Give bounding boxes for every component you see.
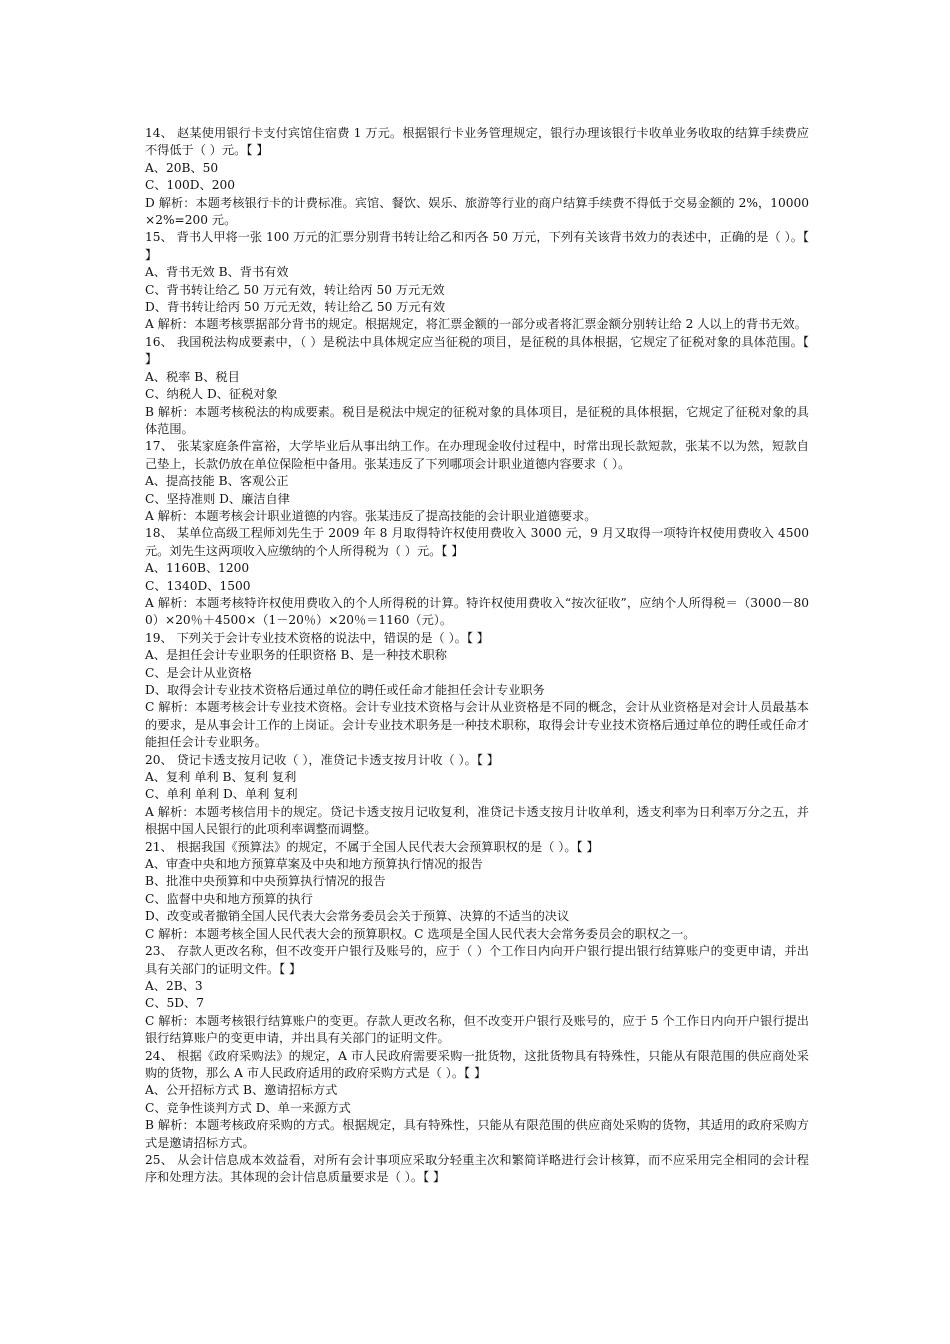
option-line: C、竞争性谈判方式 D、单一来源方式 (145, 1100, 351, 1115)
option-line: A、2B、3 (145, 978, 203, 993)
answer-explanation: A 解析：本题考核票据部分背书的规定。根据规定，将汇票金额的一部分或者将汇票金额分别转让给 2 人以上的背书无效。 (145, 317, 807, 332)
question-25: 25、 从会计信息成本效益看，对所有会计事项应采取分轻重主次和繁简详略进行会计核算，而不应采用完全相同的会计程序和处理方法。其体现的会计信息质量要求是（ ）。【 】 (145, 1152, 809, 1185)
option-line: B、批准中央预算和中央预算执行情况的报告 (145, 874, 386, 889)
question-18: 18、 某单位高级工程师刘先生于 2009 年 8 月取得特许权使用费收入 3000 元，9 月又取得一项特许权使用费收入 4500 元。刘先生这两项收入应缴纳的个人所得税为（ ）元。【 】 (145, 526, 809, 558)
option-line: A、复利 单利 B、复利 复利 (145, 770, 297, 785)
question-24: 24、 根据《政府采购法》的规定，A 市人民政府需要采购一批货物，这批货物具有特殊性，只能从有限范围的供应商处采购的货物，那么 A 市人民政府适用的政府采购方式是（ ）。【 】 (145, 1048, 809, 1080)
option-line: A、20B、50 (145, 160, 219, 175)
option-line: A、审查中央和地方预算草案及中央和地方预算执行情况的报告 (145, 857, 483, 872)
option-line: A、1160B、1200 (145, 561, 250, 576)
question-15: 15、 背书人甲将一张 100 万元的汇票分别背书转让给乙和丙各 50 万元，下列有关该背书效力的表述中，正确的是（ ）。【 】 (145, 230, 809, 262)
answer-explanation: D 解析：本题考核银行卡的计费标准。宾馆、餐饮、娱乐、旅游等行业的商户结算手续费不得低于交易金额的 2%，10000×2%=200 元。 (145, 195, 809, 228)
question-23: 23、 存款人更改名称，但不改变开户银行及账号的，应于（ ）个工作日内向开户银行提出银行结算账户的变更申请，并出具有关部门的证明文件。【 】 (145, 944, 809, 976)
answer-explanation: B 解析：本题考核政府采购的方式。根据规定，具有特殊性，只能从有限范围的供应商处采购的货物，其适用的政府采购方式是邀请招标方式。 (145, 1118, 809, 1150)
option-line: A、提高技能 B、客观公正 (145, 474, 289, 489)
option-line: C、1340D、1500 (145, 578, 251, 593)
option-line: A、公开招标方式 B、邀请招标方式 (145, 1083, 338, 1098)
question-20: 20、 贷记卡透支按月记收（ ），准贷记卡透支按月计收（ ）。【 】 (145, 752, 499, 767)
document-page (145, 125, 809, 1187)
question-14: 14、 赵某使用银行卡支付宾馆住宿费 1 万元。根据银行卡业务管理规定，银行办理该银行卡收单业务收取的结算手续费应不得低于（ ）元。【 】 (145, 126, 809, 158)
question-16: 16、 我国税法构成要素中，（ ）是税法中具体规定应当征税的项目，是征税的具体根据，它规定了征税对象的具体范围。【 】 (145, 334, 809, 367)
option-line: A、背书无效 B、背书有效 (145, 265, 289, 280)
option-line: C、单利 单利 D、单利 复利 (145, 787, 298, 802)
answer-explanation: C 解析：本题考核会计专业技术资格。会计专业技术资格与会计从业资格是不同的概念，会计从业资格是对会计人员最基本的要求，是从事会计工作的上岗证。会计专业技术职务是一种技术职称，取得会计专业技术资格后通过单位的聘任或任命才能担任会计专业职务。 (145, 700, 809, 750)
option-line: C、100D、200 (145, 178, 235, 193)
question-21: 21、 根据我国《预算法》的规定，不属于全国人民代表大会预算职权的是（ ）。【 】 (145, 839, 599, 854)
option-line: C、背书转让给乙 50 万元有效，转让给丙 50 万元无效 (145, 282, 445, 297)
option-line: C、监督中央和地方预算的执行 (145, 891, 313, 906)
option-line: A、是担任会计专业职务的任职资格 B、是一种技术职称 (145, 648, 447, 663)
answer-explanation: C 解析：本题考核全国人民代表大会的预算职权。C 选项是全国人民代表大会常务委员会的职权之一。 (145, 926, 696, 941)
option-line: D、背书转让给丙 50 万元无效，转让给乙 50 万元有效 (145, 300, 446, 315)
answer-explanation: A 解析：本题考核信用卡的规定。贷记卡透支按月记收复利，准贷记卡透支按月计收单利，透支利率为日利率万分之五，并根据中国人民银行的此项利率调整而调整。 (145, 804, 809, 837)
option-line: C、坚持准则 D、廉洁自律 (145, 491, 290, 506)
answer-explanation: C 解析：本题考核银行结算账户的变更。存款人更改名称，但不改变开户银行及账号的，应于 5 个工作日内向开户银行提出银行结算账户的变更申请，并出具有关部门的证明文件。 (145, 1013, 809, 1046)
answer-explanation: A 解析：本题考核会计职业道德的内容。张某违反了提高技能的会计职业道德要求。 (145, 508, 597, 523)
option-line: C、5D、7 (145, 996, 204, 1011)
option-line: A、税率 B、税目 (145, 369, 240, 384)
answer-explanation: B 解析：本题考核税法的构成要素。税目是税法中规定的征税对象的具体项目，是征税的具体根据，它规定了征税对象的具体范围。 (145, 404, 809, 436)
option-line: D、取得会计专业技术资格后通过单位的聘任或任命才能担任会计专业职务 (145, 683, 545, 697)
question-19: 19、 下列关于会计专业技术资格的说法中，错误的是（ ）。【 】 (145, 630, 489, 645)
option-line: C、纳税人 D、征税对象 (145, 387, 278, 402)
option-line: C、是会计从业资格 (145, 665, 252, 680)
option-line: D、改变或者撤销全国人民代表大会常务委员会关于预算、决算的不适当的决议 (145, 909, 570, 924)
question-17: 17、 张某家庭条件富裕，大学毕业后从事出纳工作。在办理现金收付过程中，时常出现长款短款，张某不以为然，短款自己垫上，长款仍放在单位保险柜中备用。张某违反了下列哪项会计职业道德内容要求（ ）。 (145, 439, 809, 471)
answer-explanation: A 解析：本题考核特许权使用费收入的个人所得税的计算。特许权使用费收入“按次征收”，应纳个人所得税＝（3000－800）×20％＋4500×（1－20％）×20％＝1160（元）。 (145, 595, 809, 628)
